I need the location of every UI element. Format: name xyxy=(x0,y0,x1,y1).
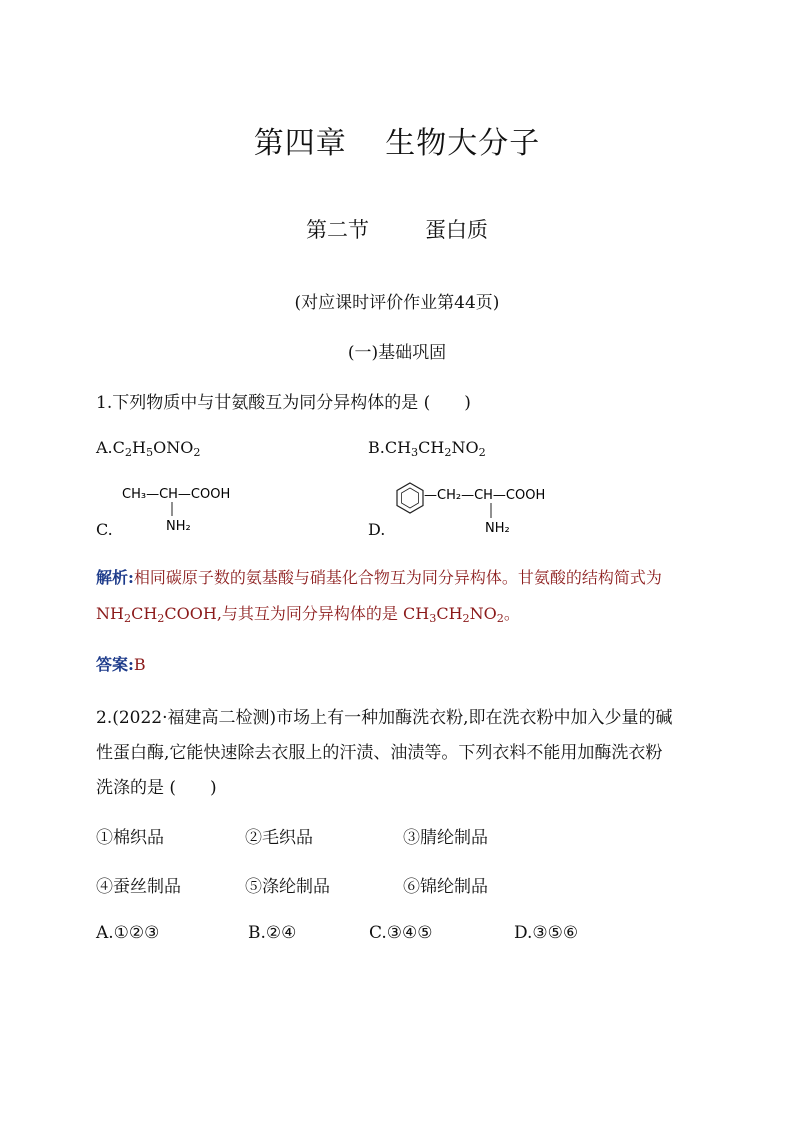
structure-c-amino-group: NH₂ xyxy=(166,519,191,534)
section-number: 第二节 xyxy=(306,218,369,242)
q2-item-3: ③腈纶制品 xyxy=(403,828,488,848)
q2-item-4: ④蚕丝制品 xyxy=(96,877,181,897)
q1-answer xyxy=(96,652,146,675)
q2-option-d: D.③⑤⑥ xyxy=(514,923,579,943)
q1-analysis: 解析:相同碳原子数的氨基酸与硝基化合物互为同分异构体。甘氨酸的结构简式为 $NH_2CH_2COOH$,与其互为同分异构体的是 $CH_3CH_2NO_2$。 xyxy=(96,568,662,625)
q1-option-b: $B.CH_3CH_2NO_2$ xyxy=(368,438,486,459)
chapter-title: 第四章 生物大分子 xyxy=(253,126,541,161)
question-2-line-3: 洗涤的是 ( ) xyxy=(96,778,217,798)
q1-option-c-structure xyxy=(118,480,268,538)
structure-d-main-chain: —CH₂—CH—COOH xyxy=(424,488,546,503)
q2-item-2: ②毛织品 xyxy=(245,828,313,848)
structure-c-main-chain: CH₃—CH—COOH xyxy=(122,487,231,502)
q1-option-a: $A.C_2H_5ONO_2$ xyxy=(96,438,201,459)
part-title: (一)基础巩固 xyxy=(347,343,447,363)
q2-option-a: A.①②③ xyxy=(96,923,160,943)
homework-reference: (对应课时评价作业第44页) xyxy=(294,293,500,313)
q1-option-c-label: C. xyxy=(96,520,113,539)
q2-option-b: B.②④ xyxy=(248,923,297,943)
answer-label: 答案: xyxy=(96,655,134,674)
q2-item-6: ⑥锦纶制品 xyxy=(403,877,488,897)
q1-option-d-label: D. xyxy=(368,520,386,539)
question-2-line-2: 性蛋白酶,它能快速除去衣服上的汗渍、油渍等。下列衣料不能用加酶洗衣粉 xyxy=(96,743,663,763)
answer-value: B xyxy=(133,655,146,674)
section-title xyxy=(0,214,794,244)
structure-d-amino-group: NH₂ xyxy=(485,521,510,536)
benzene-inner-ring xyxy=(402,488,419,508)
q2-item-1: ①棉织品 xyxy=(96,828,164,848)
benzene-ring-icon xyxy=(397,483,423,513)
question-2-line-1: 2.(2022·福建高二检测)市场上有一种加酶洗衣粉,即在洗衣粉中加入少量的碱 xyxy=(96,708,673,728)
section-name: 蛋白质 xyxy=(425,218,488,242)
q2-item-5: ⑤涤纶制品 xyxy=(245,877,330,897)
question-1-stem: 1.下列物质中与甘氨酸互为同分异构体的是 ( ) xyxy=(96,393,471,413)
q1-option-d-structure xyxy=(390,478,590,540)
analysis-label: 解析: xyxy=(96,568,134,587)
q2-option-c: C.③④⑤ xyxy=(369,923,433,943)
